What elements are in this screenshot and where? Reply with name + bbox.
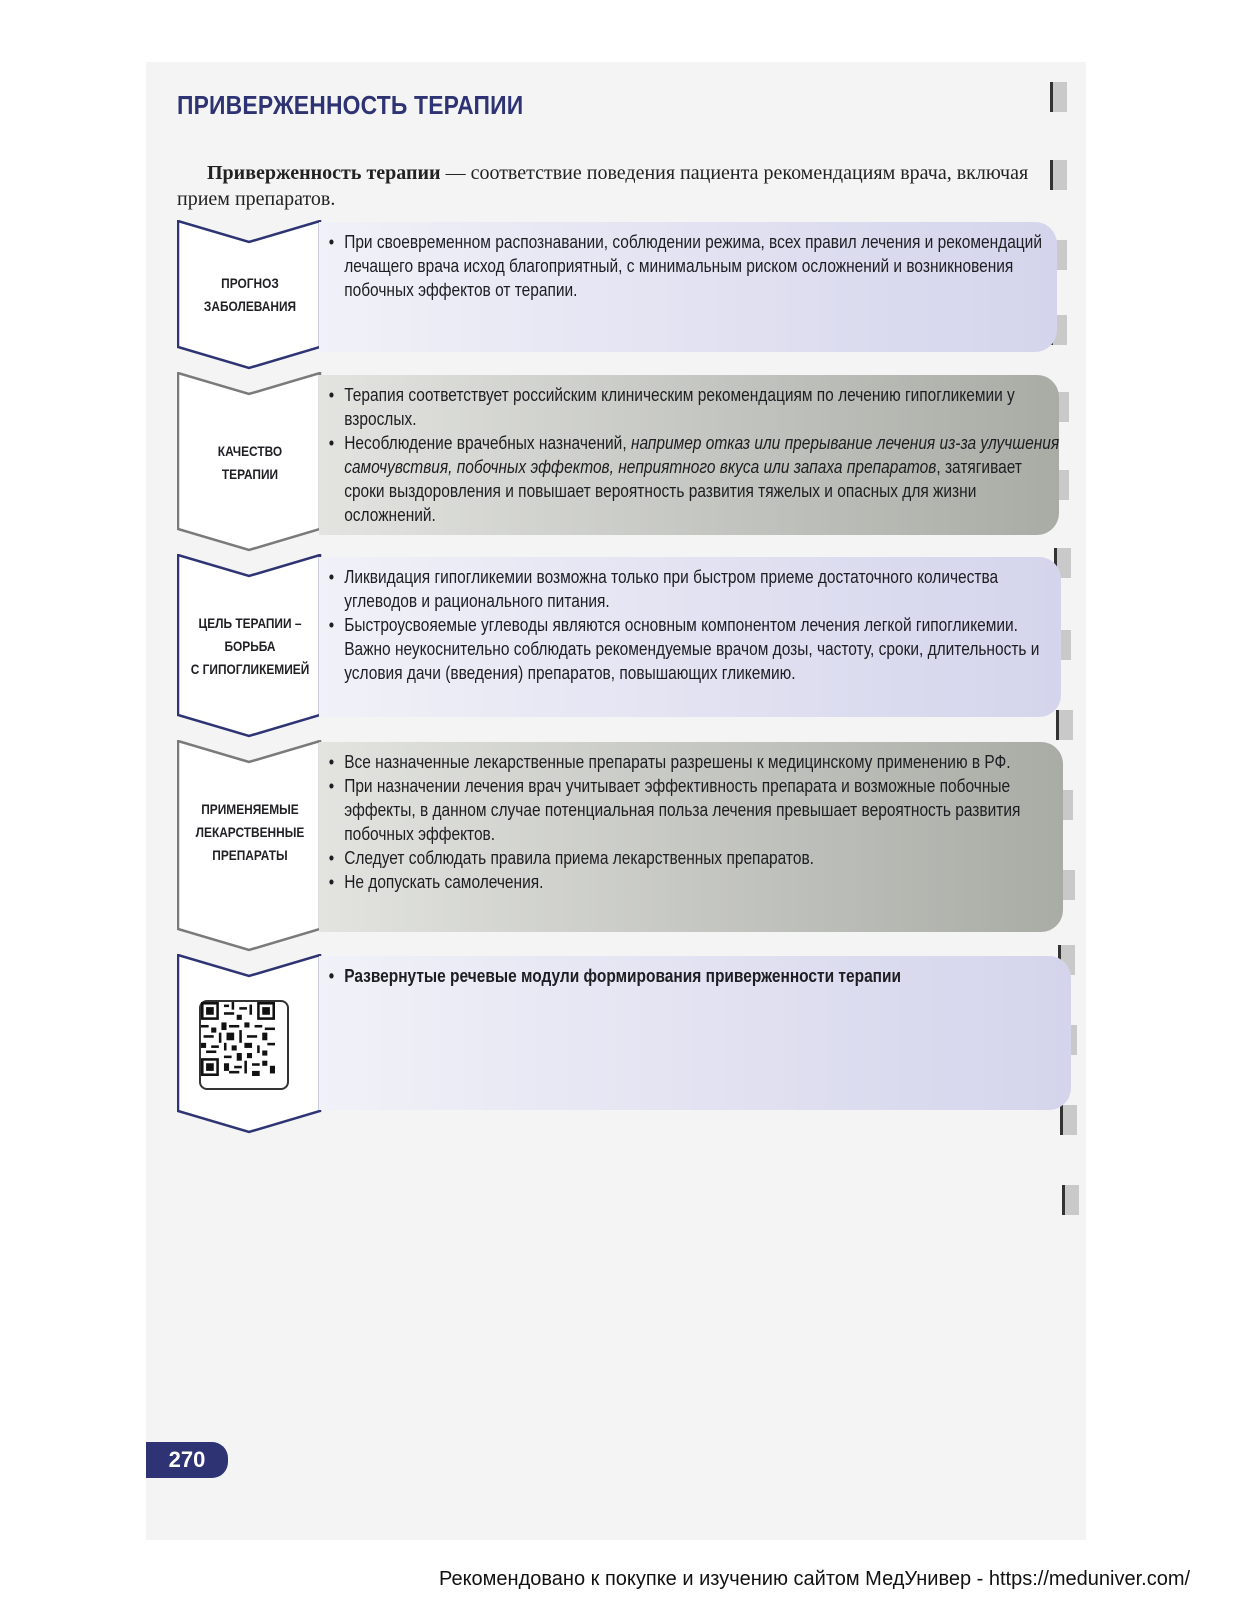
- row-speech-modules: [177, 954, 1057, 1136]
- info-box: [319, 956, 1071, 1110]
- list-item: • При своевременном распознавании, соблюдении режима, всех правил лечения и рекомендаций лечащего врача исход благоприятный, с минимальным риском осложнений и возникновения побочных эффектов от терапии.: [327, 230, 1058, 302]
- row-therapy-goal: [177, 554, 1057, 738]
- list-item: • Развернутые речевые модули формирования приверженности терапии: [327, 964, 1072, 988]
- qr-code-icon: [201, 1002, 275, 1076]
- thumb-index-mark: [1050, 160, 1067, 190]
- list-item: • Быстроусвояемые углеводы являются основным компонентом лечения легкой гипогликемии. Важно неукоснительно соблюдать рекомендуемые врачом дозы, частоту, сроки, длительность и условия дачи (введения) препаратов, повышающих гликемию.: [327, 613, 1062, 685]
- thumb-index-mark: [1060, 1105, 1077, 1135]
- thumb-index-mark: [1062, 1185, 1079, 1215]
- list-item: • Не допускать самолечения.: [327, 870, 1064, 894]
- intro-paragraph: [177, 160, 1043, 212]
- list-item: • Следует соблюдать правила приема лекарственных препаратов.: [327, 846, 1064, 870]
- list-item: • При назначении лечения врач учитывает эффективность препарата и возможные побочные эффекты, в данном случае потенциальная польза лечения превышает вероятность развития побочных эффектов.: [327, 774, 1064, 846]
- chevron-label: ПРИМЕНЯЕМЫЕ ЛЕКАРСТВЕННЫЕ ПРЕПАРАТЫ: [195, 801, 305, 863]
- footer-recommendation[interactable]: Рекомендовано к покупке и изучению сайтом МедУнивер - https://meduniver.com/: [439, 1568, 1191, 1590]
- info-box: [319, 375, 1059, 535]
- thumb-index-mark: [1050, 82, 1067, 112]
- thumb-index-mark: [1056, 710, 1073, 740]
- info-box: [319, 222, 1057, 352]
- row-prognosis: [177, 220, 1057, 370]
- row-therapy-quality: [177, 372, 1060, 552]
- list-item: • Терапия соответствует российским клиническим рекомендациям по лечению гипогликемии у взрослых.: [327, 383, 1060, 431]
- intro-term: Приверженность терапии: [207, 162, 441, 184]
- chevron-label: ПРОГНОЗ ЗАБОЛЕВАНИЯ: [203, 275, 297, 314]
- qr-code[interactable]: [199, 1000, 289, 1090]
- list-item: • Несоблюдение врачебных назначений, например отказ или прерывание лечения из-за улучшения самочувствия, побочных эффектов, неприятного вкуса или запаха препаратов, затягивает сроки выздоровления и повышает вероятность развития тяжелых и опасных для жизни осложнений.: [327, 431, 1060, 527]
- chevron-label: ЦЕЛЬ ТЕРАПИИ – БОРЬБА С ГИПОГЛИКЕМИЕЙ: [190, 615, 310, 677]
- info-box: [319, 557, 1061, 717]
- intro-definition: — соответствие поведения пациента рекомендациям врача, включая прием препаратов.: [177, 162, 1029, 210]
- page-number: 270: [146, 1442, 228, 1478]
- chevron-label: КАЧЕСТВО ТЕРАПИИ: [217, 443, 283, 482]
- list-item: • Все назначенные лекарственные препараты разрешены к медицинскому применению в РФ.: [327, 750, 1064, 774]
- info-box: [319, 742, 1063, 932]
- page-title: ПРИВЕРЖЕННОСТЬ ТЕРАПИИ: [177, 90, 524, 120]
- row-medications: [177, 740, 1057, 952]
- list-item: • Ликвидация гипогликемии возможна только при быстром приеме достаточного количества углеводов и рационального питания.: [327, 565, 1062, 613]
